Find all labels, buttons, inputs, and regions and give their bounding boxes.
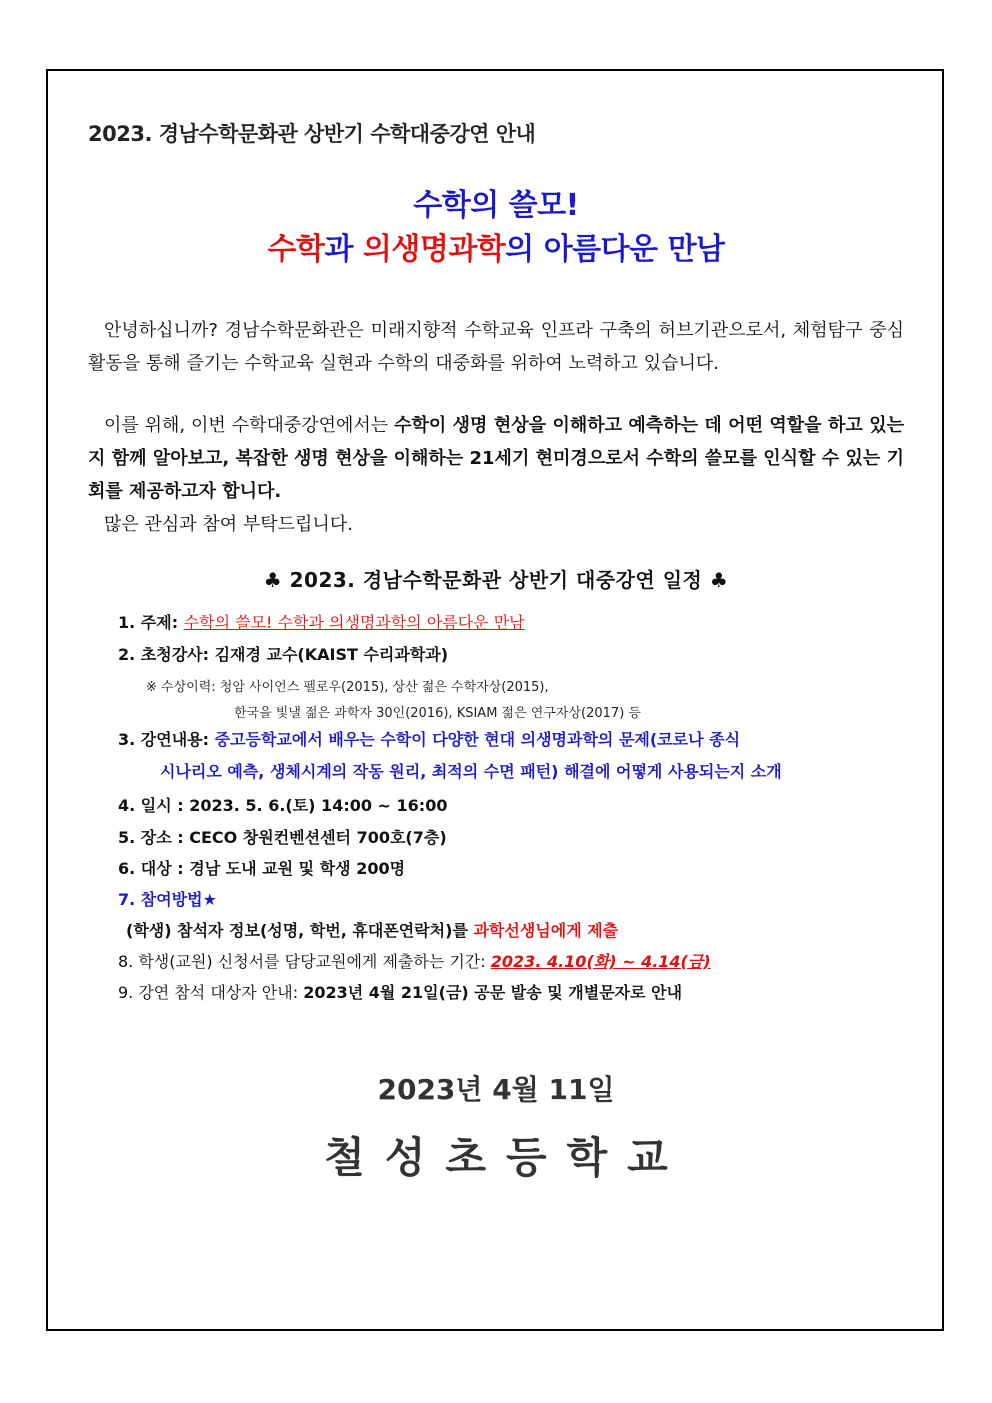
notice-label: 9. 강연 참석 대상자 안내: <box>118 983 304 1002</box>
purpose-lead: 이를 위해, 이번 수학대중강연에서는 <box>104 415 395 436</box>
content-line-2: 시나리오 예측, 생체시계의 작동 원리, 최적의 수면 패턴) 해결에 어떻게 사용되는지 소개 <box>160 762 782 781</box>
topic-label: 1. 주제: <box>118 613 184 632</box>
title-line-1: 수학의 쓸모! <box>413 188 579 223</box>
schedule-title: ♣ 2023. 경남수학문화관 상반기 대중강연 일정 ♣ <box>263 568 729 592</box>
item-notice <box>118 980 682 1003</box>
document-header: 2023. 경남수학문화관 상반기 수학대중강연 안내 <box>88 122 536 146</box>
item-target: 6. 대상 : 경남 도내 교원 및 학생 200명 <box>118 859 406 878</box>
purpose-paragraph <box>88 409 904 541</box>
item-datetime: 4. 일시 : 2023. 5. 6.(토) 14:00 ~ 16:00 <box>118 796 448 815</box>
item-content <box>118 727 740 750</box>
item-deadline <box>118 949 711 972</box>
school-name: 철성초등학교 <box>324 1133 688 1182</box>
purpose-closing: 많은 관심과 참여 부탁드립니다. <box>104 514 353 535</box>
title-math: 수학 <box>267 232 325 267</box>
title-and: 과 <box>324 232 363 267</box>
item-speaker: 2. 초청강사: 김재경 교수(KAIST 수리과학과) <box>118 645 449 664</box>
intro-text: 안녕하십니까? 경남수학문화관은 미래지향적 수학교육 인프라 구축의 허브기관으로서, 체험탐구 중심 활동을 통해 즐기는 수학교육 실현과 수학의 대중화를 위하여 노력하고 있습니다. <box>88 320 904 374</box>
speaker-awards-2: 한국을 빛낼 젊은 과학자 30인(2016), KSIAM 젊은 연구자상(2017) 등 <box>234 706 641 721</box>
item-topic <box>118 610 525 633</box>
issue-date: 2023년 4월 11일 <box>377 1073 615 1106</box>
content-label: 3. 강연내용: <box>118 730 215 749</box>
speaker-awards-1: ※ 수상이력: 청암 사이언스 펠로우(2015), 상산 젊은 수학자상(2015), <box>146 680 549 695</box>
notice-value: 2023년 4월 21일(금) 공문 발송 및 개별문자로 안내 <box>303 983 683 1002</box>
purpose-main: 수학이 생명 현상을 이해하고 예측하는 데 어떤 역할을 하고 있는지 함께 알아보고, 복잡한 생명 현상을 이해하는 21세기 현미경으로서 수학의 쓸모를 인식할 수 있는 기회를 제공하고자 합니다. <box>88 415 904 502</box>
intro-paragraph <box>88 314 904 380</box>
item-place: 5. 장소 : CECO 창원컨벤션센터 700호(7층) <box>118 828 447 847</box>
deadline-value: 2023. 4.10(화) ~ 4.14(금) <box>490 952 711 971</box>
title-meeting: 의 아름다운 만남 <box>505 232 725 267</box>
topic-value: 수학의 쓸모! 수학과 의생명과학의 아름다운 만남 <box>183 613 525 632</box>
deadline-label: 8. 학생(교원) 신청서를 담당교원에게 제출하는 기간: <box>118 952 491 971</box>
method-detail <box>126 918 618 941</box>
method-detail-highlight: 과학선생님에게 제출 <box>473 921 619 940</box>
method-detail-text: (학생) 참석자 정보(성명, 학번, 휴대폰연락처)를 <box>126 921 474 940</box>
item-method: 7. 참여방법★ <box>118 890 217 909</box>
title-biomed: 의생명과학 <box>362 232 506 267</box>
title-line-2 <box>0 224 992 268</box>
content-line-1: 중고등학교에서 배우는 수학이 다양한 현대 의생명과학의 문제(코로나 종식 <box>214 730 741 749</box>
